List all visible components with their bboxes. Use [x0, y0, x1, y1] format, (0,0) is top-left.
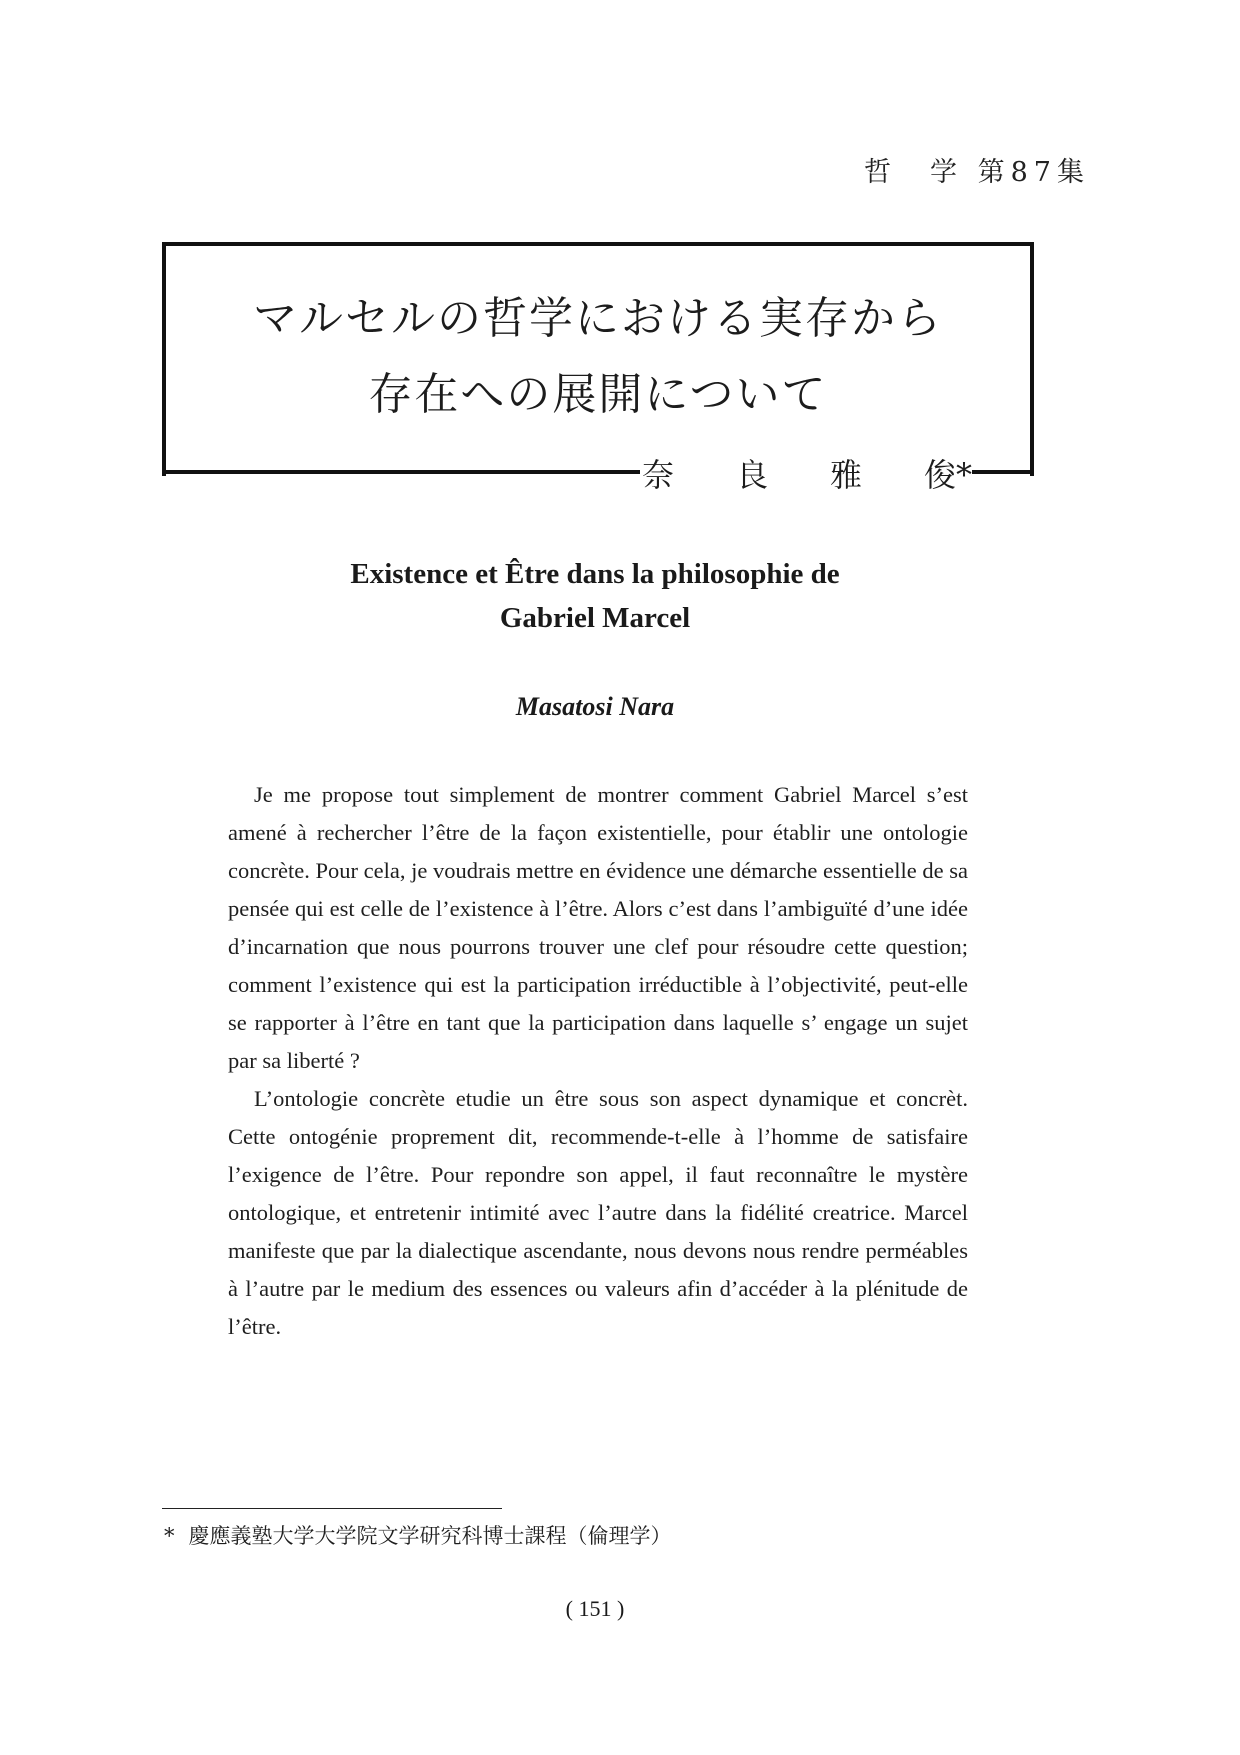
footnote — [164, 1520, 672, 1550]
footnote-mark: * — [164, 1524, 175, 1548]
footnote-rule — [162, 1508, 502, 1509]
abstract-paragraph: L’ontologie concrète etudie un être sous son aspect dynamique et concrèt. Cette ontogénie proprement dit, recommende-t-elle à l’homme de satisfaire l’exigence de l’être. Pour repondre son appel, il faut reconnaître le mystère ontologique, et entretenir intimité avec l’autre dans la fidélité creatrice. Marcel manifeste que par la dialectique ascendante, nous devons nous rendre perméables à l’autre par le medium des essences ou valeurs afin d’accéder à la plénitude de l’être. — [228, 1086, 968, 1339]
footnote-text: 慶應義塾大学大学院文学研究科博士課程（倫理学） — [188, 1524, 672, 1548]
author-char: 良 — [735, 456, 768, 494]
author-romanized: Masatosi Nara — [515, 692, 675, 721]
author-rule-right — [972, 470, 1034, 474]
abstract-paragraph: Je me propose tout simplement de montrer comment Gabriel Marcel s’est amené à rechercher l’être de la façon existentielle, pour établir une ontologie concrète. Pour cela, je voudrais mettre en évidence une démarche essentielle de sa pensée qui est celle de l’existence à l’être. Alors c’est dans l’ambiguïté d’une idée d’incarnation que nous pourrons trouver une clef pour résoudre cette question; comment l’existence qui est la participation irréductible à l’objectivité, peut-elle se rapporter à l’être en tant que la participation dans laquelle s’ engage un sujet par sa liberté ? — [228, 782, 968, 1073]
japanese-author-name — [642, 450, 972, 496]
journal-header: 哲 学 第87集 — [864, 157, 1090, 188]
author-char: 奈 — [642, 456, 675, 494]
french-title-line-2: Gabriel Marcel — [499, 602, 691, 634]
japanese-title-line-1: マルセルの哲学における実存から — [253, 293, 943, 344]
author-char: 俊* — [923, 456, 972, 494]
abstract — [228, 776, 968, 1346]
title-frame — [162, 242, 1034, 476]
author-rule-left — [162, 470, 640, 474]
page-number: ( 151 ) — [565, 1596, 625, 1621]
japanese-title-line-2: 存在への展開について — [368, 369, 828, 420]
french-title-line-1: Existence et Être dans la philosophie de — [350, 558, 840, 590]
author-char: 雅 — [829, 456, 862, 494]
